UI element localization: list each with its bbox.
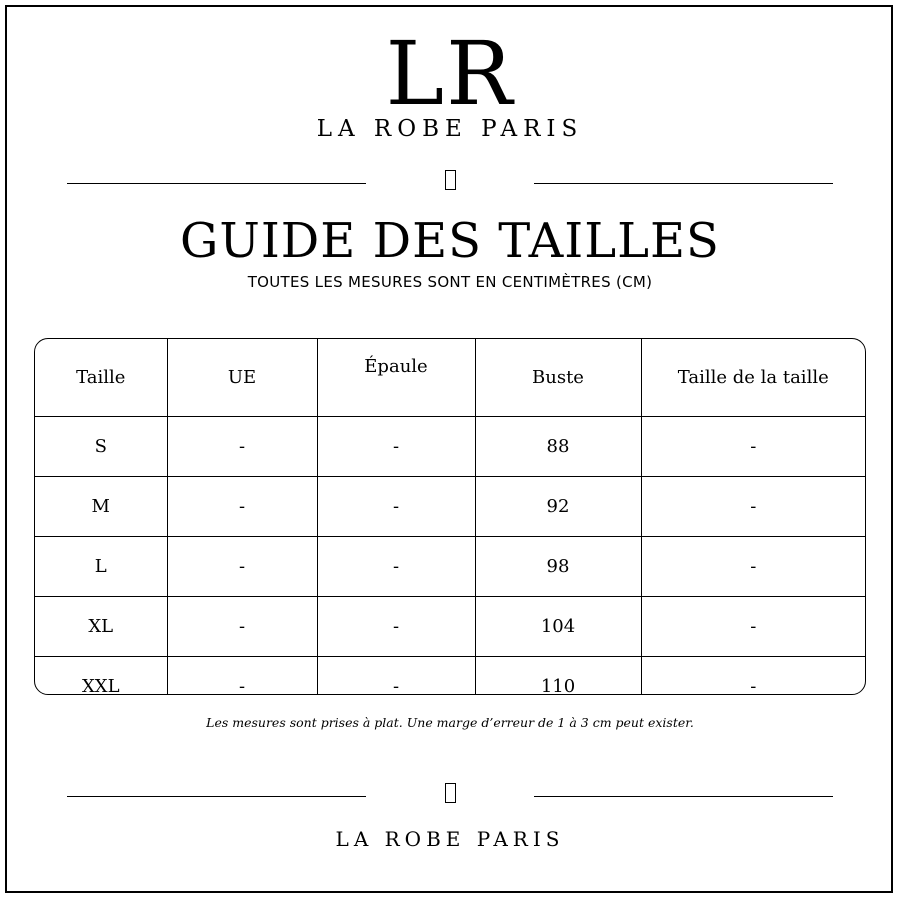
size-table — [35, 339, 865, 695]
measurement-note: Les mesures sont prises à plat. Une marge d’erreur de 1 à 3 cm peut exister. — [206, 715, 694, 730]
table-cell: - — [167, 417, 317, 477]
table-cell-size: L — [35, 537, 167, 597]
table-cell-size: XXL — [35, 657, 167, 696]
divider-line-right-top — [534, 183, 833, 184]
page-subtitle: TOUTES LES MESURES SONT EN CENTIMÈTRES (CM) — [247, 273, 653, 291]
table-cell: - — [750, 676, 757, 695]
table-cell: 92 — [475, 477, 641, 537]
table-row — [35, 657, 865, 696]
brand-name-bottom: LA ROBE PARIS — [335, 827, 565, 851]
table-cell: 110 — [475, 657, 641, 696]
brand-logo: LR — [385, 22, 515, 125]
table-cell: - — [167, 597, 317, 657]
table-row — [35, 477, 865, 537]
placeholder-box-icon — [435, 780, 465, 806]
table-cell-size: M — [35, 477, 167, 537]
table-cell: - — [641, 597, 865, 657]
table-cell: - — [317, 537, 475, 597]
divider-line-right-bottom — [534, 796, 833, 797]
table-cell: - — [317, 657, 475, 696]
divider-line-left-top — [67, 183, 366, 184]
table-cell: 98 — [475, 537, 641, 597]
table-header-row — [35, 339, 865, 417]
table-cell: - — [317, 477, 475, 537]
table-cell: - — [317, 597, 475, 657]
column-header-ue: UE — [167, 339, 317, 417]
placeholder-box-icon — [435, 167, 465, 193]
divider-line-left-bottom — [67, 796, 366, 797]
brand-name-top: LA ROBE PARIS — [316, 116, 584, 142]
table-cell: - — [641, 477, 865, 537]
column-header-epaule: Épaule — [317, 339, 475, 417]
table-row — [35, 597, 865, 657]
table-cell: - — [167, 657, 317, 696]
table-row — [35, 537, 865, 597]
table-cell: - — [641, 537, 865, 597]
table-cell-size: S — [35, 417, 167, 477]
table-cell: - — [317, 417, 475, 477]
table-cell: - — [167, 477, 317, 537]
table-cell: 104 — [475, 597, 641, 657]
table-cell: - — [641, 417, 865, 477]
column-header-buste: Buste — [475, 339, 641, 417]
column-header-taille-de-la-taille: Taille de la taille — [641, 339, 865, 417]
table-row — [35, 417, 865, 477]
table-cell-size: XL — [35, 597, 167, 657]
size-table-container — [34, 338, 866, 695]
column-header-taille: Taille — [35, 339, 167, 417]
table-cell: 88 — [475, 417, 641, 477]
table-cell: - — [167, 537, 317, 597]
page-title: GUIDE DES TAILLES — [180, 213, 720, 269]
